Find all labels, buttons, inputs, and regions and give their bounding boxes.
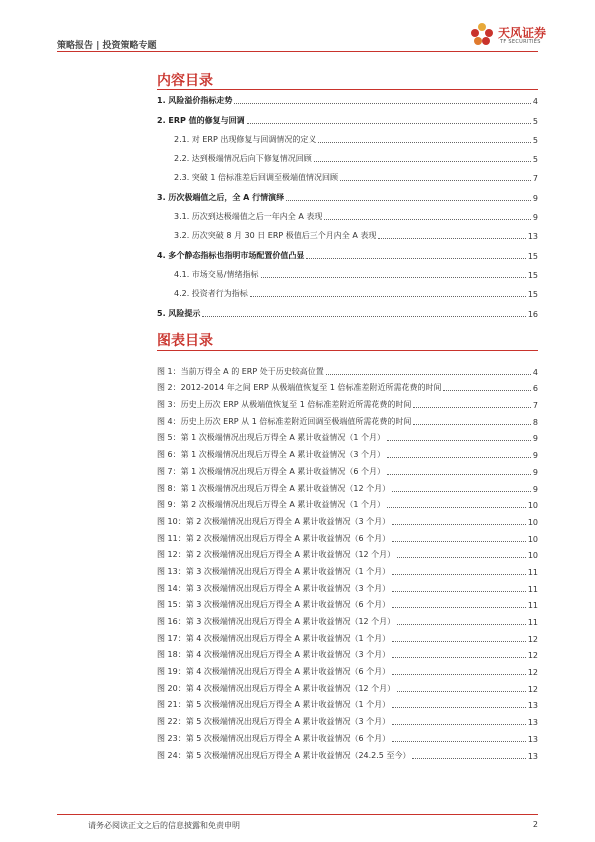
leader-dots (392, 591, 526, 592)
leader-dots (397, 691, 526, 692)
entry-page-number: 11 (527, 601, 538, 611)
leader-dots (392, 607, 526, 608)
leader-dots (392, 524, 526, 525)
leader-dots (392, 491, 531, 492)
figure-entry[interactable] (157, 677, 538, 694)
leader-dots (392, 707, 526, 708)
entry-page-number: 10 (527, 551, 538, 561)
entry-label: 1. 风险溢价指标走势 (157, 96, 233, 106)
entry-label: 4.2. 投资者行为指标 (174, 289, 248, 299)
report-category: 策略报告 | 投资策略专题 (57, 41, 157, 51)
figures-title-divider (157, 350, 538, 351)
entry-page-number: 15 (527, 270, 538, 280)
entry-page-number: 9 (532, 451, 538, 461)
entry-label: 图 18：第 4 次极端情况出现后万得全 A 累计收益情况（3 个月） (157, 650, 391, 660)
figure-entry[interactable] (157, 410, 538, 427)
leader-dots (392, 541, 526, 542)
toc-entry[interactable] (157, 222, 538, 241)
leader-dots (202, 316, 525, 317)
footer-divider (57, 814, 538, 815)
figure-entry[interactable] (157, 494, 538, 511)
entry-page-number: 8 (532, 417, 538, 427)
page-number: 2 (532, 820, 538, 829)
leader-dots (392, 657, 526, 658)
entry-label: 3.2. 历次突破 8 月 30 日 ERP 极值后三个月内全 A 表现 (174, 231, 377, 241)
toc-entry[interactable] (157, 299, 538, 318)
entry-page-number: 12 (527, 668, 538, 678)
entry-page-number: 11 (527, 567, 538, 577)
entry-page-number: 10 (527, 517, 538, 527)
entry-label: 图 16：第 3 次极端情况出现后万得全 A 累计收益情况（12 个月） (157, 617, 396, 626)
entry-label: 2.1. 对 ERP 出现修复与回调情况的定义 (174, 134, 317, 144)
entry-label: 图 6：第 1 次极端情况出现后万得全 A 累计收益情况（3 个月） (157, 450, 385, 460)
entry-label: 图 17：第 4 次极端情况出现后万得全 A 累计收益情况（1 个月） (157, 633, 391, 643)
entry-label: 5. 风险提示 (157, 308, 201, 318)
figure-entry[interactable] (157, 644, 538, 661)
entry-page-number: 11 (527, 618, 538, 627)
toc-entry[interactable] (157, 280, 538, 299)
entry-label: 图 24：第 5 次极端情况出现后万得全 A 累计收益情况（24.2.5 至今） (157, 750, 411, 760)
entry-page-number: 12 (527, 684, 538, 694)
entry-label: 4. 多个静态指标也指明市场配置价值凸显 (157, 250, 305, 260)
figure-entry[interactable] (157, 427, 538, 444)
leader-dots (286, 200, 531, 201)
entry-page-number: 5 (532, 116, 538, 126)
entry-label: 图 13：第 3 次极端情况出现后万得全 A 累计收益情况（1 个月） (157, 566, 391, 576)
leader-dots (318, 142, 531, 143)
toc-entry[interactable] (157, 203, 538, 222)
entry-page-number: 10 (527, 534, 538, 544)
leader-dots (261, 277, 526, 278)
entry-label: 图 2：2012-2014 年之间 ERP 从极端值恢复至 1 倍标准差附近所需花费的时间 (157, 383, 442, 393)
toc-entry[interactable] (157, 183, 538, 202)
entry-label: 3.1. 历次到达极端值之后一年内全 A 表现 (174, 212, 323, 222)
toc-entry[interactable] (157, 106, 538, 125)
entry-page-number: 6 (532, 384, 538, 394)
leader-dots (314, 161, 531, 162)
entry-label: 图 1：当前万得全 A 的 ERP 处于历史较高位置 (157, 366, 324, 376)
leader-dots (392, 641, 526, 642)
figure-entry[interactable] (157, 627, 538, 644)
entry-label: 图 9：第 2 次极端情况出现后万得全 A 累计收益情况（1 个月） (157, 500, 385, 510)
entry-page-number: 9 (532, 434, 538, 444)
figures-list (157, 360, 538, 761)
entry-label: 图 10：第 2 次极端情况出现后万得全 A 累计收益情况（3 个月） (157, 516, 391, 526)
leader-dots (397, 557, 526, 558)
toc-entry[interactable] (157, 145, 538, 164)
figure-entry[interactable] (157, 694, 538, 711)
entry-label: 图 7：第 1 次极端情况出现后万得全 A 累计收益情况（6 个月） (157, 466, 385, 476)
figure-entry[interactable] (157, 360, 538, 377)
entry-label: 图 15：第 3 次极端情况出现后万得全 A 累计收益情况（6 个月） (157, 600, 391, 610)
leader-dots (378, 238, 525, 239)
figure-entry[interactable] (157, 744, 538, 761)
entry-page-number: 10 (527, 501, 538, 511)
leader-dots (324, 219, 531, 220)
entry-label: 图 14：第 3 次极端情况出现后万得全 A 累计收益情况（3 个月） (157, 583, 391, 593)
entry-label: 图 21：第 5 次极端情况出现后万得全 A 累计收益情况（1 个月） (157, 700, 391, 710)
entry-page-number: 13 (527, 232, 538, 242)
entry-page-number: 13 (527, 751, 538, 761)
entry-page-number: 5 (532, 135, 538, 145)
entry-page-number: 4 (532, 97, 538, 107)
entry-page-number: 9 (532, 484, 538, 494)
figure-entry[interactable] (157, 527, 538, 544)
entry-page-number: 11 (527, 584, 538, 594)
entry-label: 图 3：历史上历次 ERP 从极端值恢复至 1 倍标准差附近所需花费的时间 (157, 400, 412, 410)
entry-page-number: 13 (527, 718, 538, 728)
entry-page-number: 5 (532, 155, 538, 165)
entry-page-number: 15 (527, 251, 538, 261)
leader-dots (392, 674, 526, 675)
figure-entry[interactable] (157, 377, 538, 394)
figure-entry[interactable] (157, 510, 538, 527)
logo-text-cn: 天风证券 (498, 26, 547, 40)
entry-label: 图 20：第 4 次极端情况出现后万得全 A 累计收益情况（12 个月） (157, 683, 396, 693)
leader-dots (387, 507, 526, 508)
toc-entry[interactable] (157, 126, 538, 145)
company-logo (470, 22, 555, 50)
entry-page-number: 4 (532, 367, 538, 377)
leader-dots (387, 457, 531, 458)
figure-entry[interactable] (157, 544, 538, 561)
logo-text-en: TF SECURITIES (500, 39, 541, 45)
entry-label: 图 11：第 2 次极端情况出现后万得全 A 累计收益情况（6 个月） (157, 533, 391, 543)
figure-entry[interactable] (157, 577, 538, 594)
entry-page-number: 9 (532, 193, 538, 203)
figure-entry[interactable] (157, 594, 538, 611)
entry-page-number: 13 (527, 734, 538, 744)
entry-label: 图 22：第 5 次极端情况出现后万得全 A 累计收益情况（3 个月） (157, 717, 391, 727)
figure-entry[interactable] (157, 660, 538, 677)
toc-list (157, 87, 538, 319)
leader-dots (413, 407, 531, 408)
header-divider (57, 51, 538, 52)
entry-label: 2. ERP 值的修复与回调 (157, 115, 245, 125)
figure-entry[interactable] (157, 477, 538, 494)
entry-page-number: 7 (532, 174, 538, 184)
toc-entry[interactable] (157, 261, 538, 280)
figure-entry[interactable] (157, 710, 538, 727)
entry-label: 2.3. 突破 1 倍标准差后回调至极端值情况回顾 (174, 173, 338, 183)
entry-page-number: 9 (532, 467, 538, 477)
entry-label: 图 12：第 2 次极端情况出现后万得全 A 累计收益情况（12 个月） (157, 550, 396, 560)
leader-dots (247, 123, 531, 124)
entry-label: 图 8：第 1 次极端情况出现后万得全 A 累计收益情况（12 个月） (157, 483, 391, 493)
leader-dots (392, 574, 526, 575)
figures-title: 图表目录 (157, 333, 213, 349)
leader-dots (392, 741, 526, 742)
leader-dots (392, 724, 526, 725)
entry-label: 4.1. 市场交易/情绪指标 (174, 269, 259, 279)
leader-dots (250, 296, 526, 297)
leader-dots (387, 440, 531, 441)
toc-title: 内容目录 (157, 73, 213, 89)
entry-label: 2.2. 达到极端情况后向下修复情况回顾 (174, 154, 312, 164)
leader-dots (443, 390, 530, 391)
leader-dots (306, 258, 525, 259)
entry-page-number: 7 (532, 401, 538, 411)
figure-entry[interactable] (157, 460, 538, 477)
leader-dots (387, 474, 531, 475)
entry-page-number: 16 (527, 309, 538, 319)
footer-disclaimer: 请务必阅读正文之后的信息披露和免责申明 (88, 821, 240, 830)
entry-label: 图 4：历史上历次 ERP 从 1 倍标准差附近回调至极端值所需花费的时间 (157, 416, 412, 426)
entry-page-number: 15 (527, 290, 538, 300)
leader-dots (413, 424, 531, 425)
entry-label: 图 23：第 5 次极端情况出现后万得全 A 累计收益情况（6 个月） (157, 733, 391, 743)
figure-entry[interactable] (157, 727, 538, 744)
flower-logo-icon (470, 22, 494, 48)
toc-entry[interactable] (157, 241, 538, 260)
entry-page-number: 13 (527, 701, 538, 711)
leader-dots (412, 758, 525, 759)
toc-entry[interactable] (157, 87, 538, 106)
figure-entry[interactable] (157, 393, 538, 410)
leader-dots (234, 103, 531, 104)
entry-label: 图 5：第 1 次极端情况出现后万得全 A 累计收益情况（1 个月） (157, 433, 385, 443)
toc-entry[interactable] (157, 164, 538, 183)
entry-label: 图 19：第 4 次极端情况出现后万得全 A 累计收益情况（6 个月） (157, 667, 391, 677)
entry-page-number: 9 (532, 213, 538, 223)
entry-label: 3. 历次极端值之后，全 A 行情演绎 (157, 192, 285, 202)
figure-entry[interactable] (157, 560, 538, 577)
entry-page-number: 12 (527, 634, 538, 644)
leader-dots (326, 374, 531, 375)
figure-entry[interactable] (157, 443, 538, 460)
leader-dots (340, 180, 531, 181)
leader-dots (397, 624, 526, 625)
entry-page-number: 12 (527, 651, 538, 661)
figure-entry[interactable] (157, 610, 538, 627)
